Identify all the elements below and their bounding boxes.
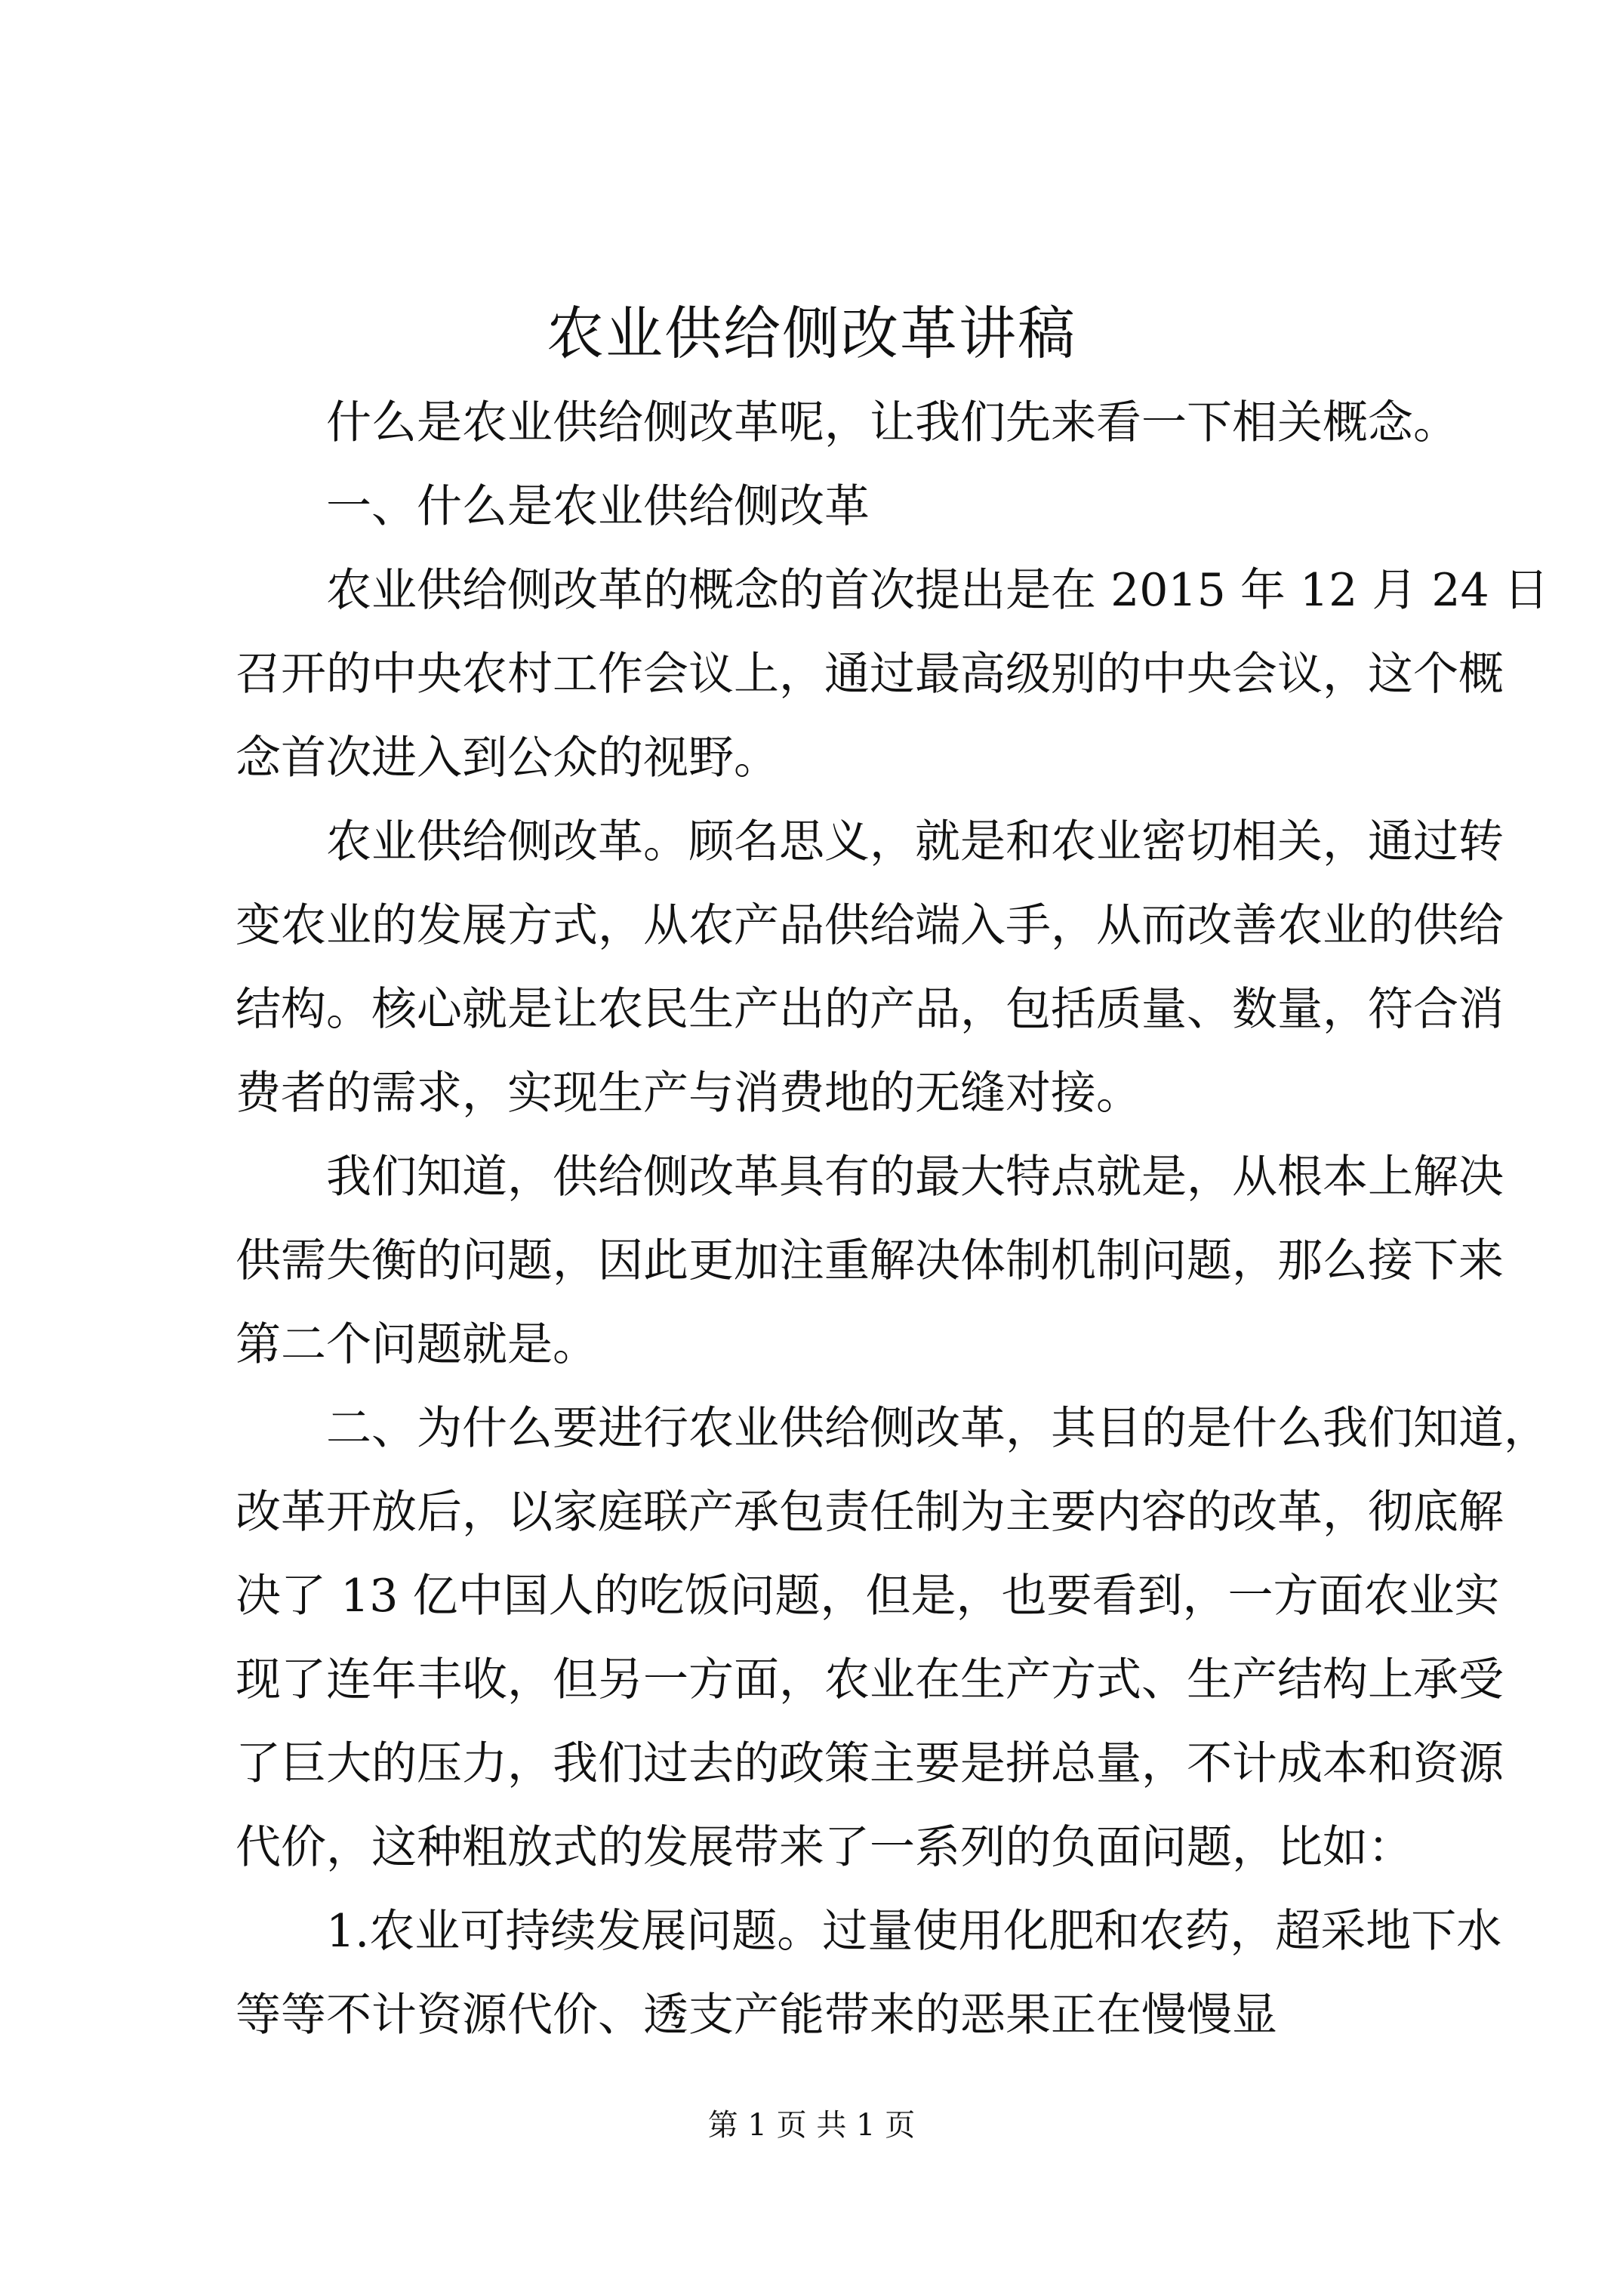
paragraph-line: 了巨大的压力，我们过去的政策主要是拼总量，不计成本和资源	[236, 1737, 1504, 1790]
paragraph-line: 供需失衡的问题，因此更加注重解决体制机制问题，那么接下来	[236, 1234, 1504, 1287]
document-title: 农业供给侧改革讲稿	[547, 300, 1076, 367]
page-footer: 第 1 页 共 1 页	[707, 2108, 916, 2143]
paragraph-line: 二、为什么要进行农业供给侧改革，其目的是什么我们知道，	[326, 1402, 1549, 1455]
paragraph-line: 农业供给侧改革的概念的首次提出是在 2015 年 12 月 24 日	[326, 564, 1549, 617]
paragraph-line: 第二个问题就是。	[236, 1318, 598, 1371]
paragraph-line: 结构。核心就是让农民生产出的产品，包括质量、数量，符合消	[236, 983, 1504, 1036]
paragraph-line: 改革开放后，以家庭联产承包责任制为主要内容的改革，彻底解	[236, 1486, 1504, 1539]
paragraph-line: 念首次进入到公众的视野。	[236, 732, 779, 784]
document-body	[236, 381, 1549, 2057]
paragraph-line: 农业供给侧改革。顾名思义，就是和农业密切相关，通过转	[326, 815, 1504, 868]
paragraph-line: 现了连年丰收，但另一方面，农业在生产方式、生产结构上承受	[236, 1653, 1504, 1706]
paragraph-line: 代价，这种粗放式的发展带来了一系列的负面问题，比如：	[236, 1821, 1413, 1874]
paragraph-line: 费者的需求，实现生产与消费地的无缝对接。	[236, 1067, 1141, 1120]
paragraph-line: 等等不计资源代价、透支产能带来的恶果正在慢慢显	[236, 1989, 1277, 2042]
paragraph-line: 我们知道，供给侧改革具有的最大特点就是，从根本上解决	[326, 1151, 1504, 1203]
paragraph-line: 召开的中央农村工作会议上，通过最高级别的中央会议，这个概	[236, 648, 1504, 701]
paragraph-line: 1.农业可持续发展问题。过量使用化肥和农药，超采地下水	[326, 1905, 1502, 1958]
paragraph-line: 决了 13 亿中国人的吃饭问题，但是，也要看到，一方面农业实	[236, 1570, 1500, 1623]
paragraph-line: 什么是农业供给侧改革呢，让我们先来看一下相关概念。	[326, 396, 1458, 449]
section-heading: 一、什么是农业供给侧改革	[326, 480, 870, 533]
paragraph-line: 变农业的发展方式，从农产品供给端入手，从而改善农业的供给	[236, 899, 1504, 952]
